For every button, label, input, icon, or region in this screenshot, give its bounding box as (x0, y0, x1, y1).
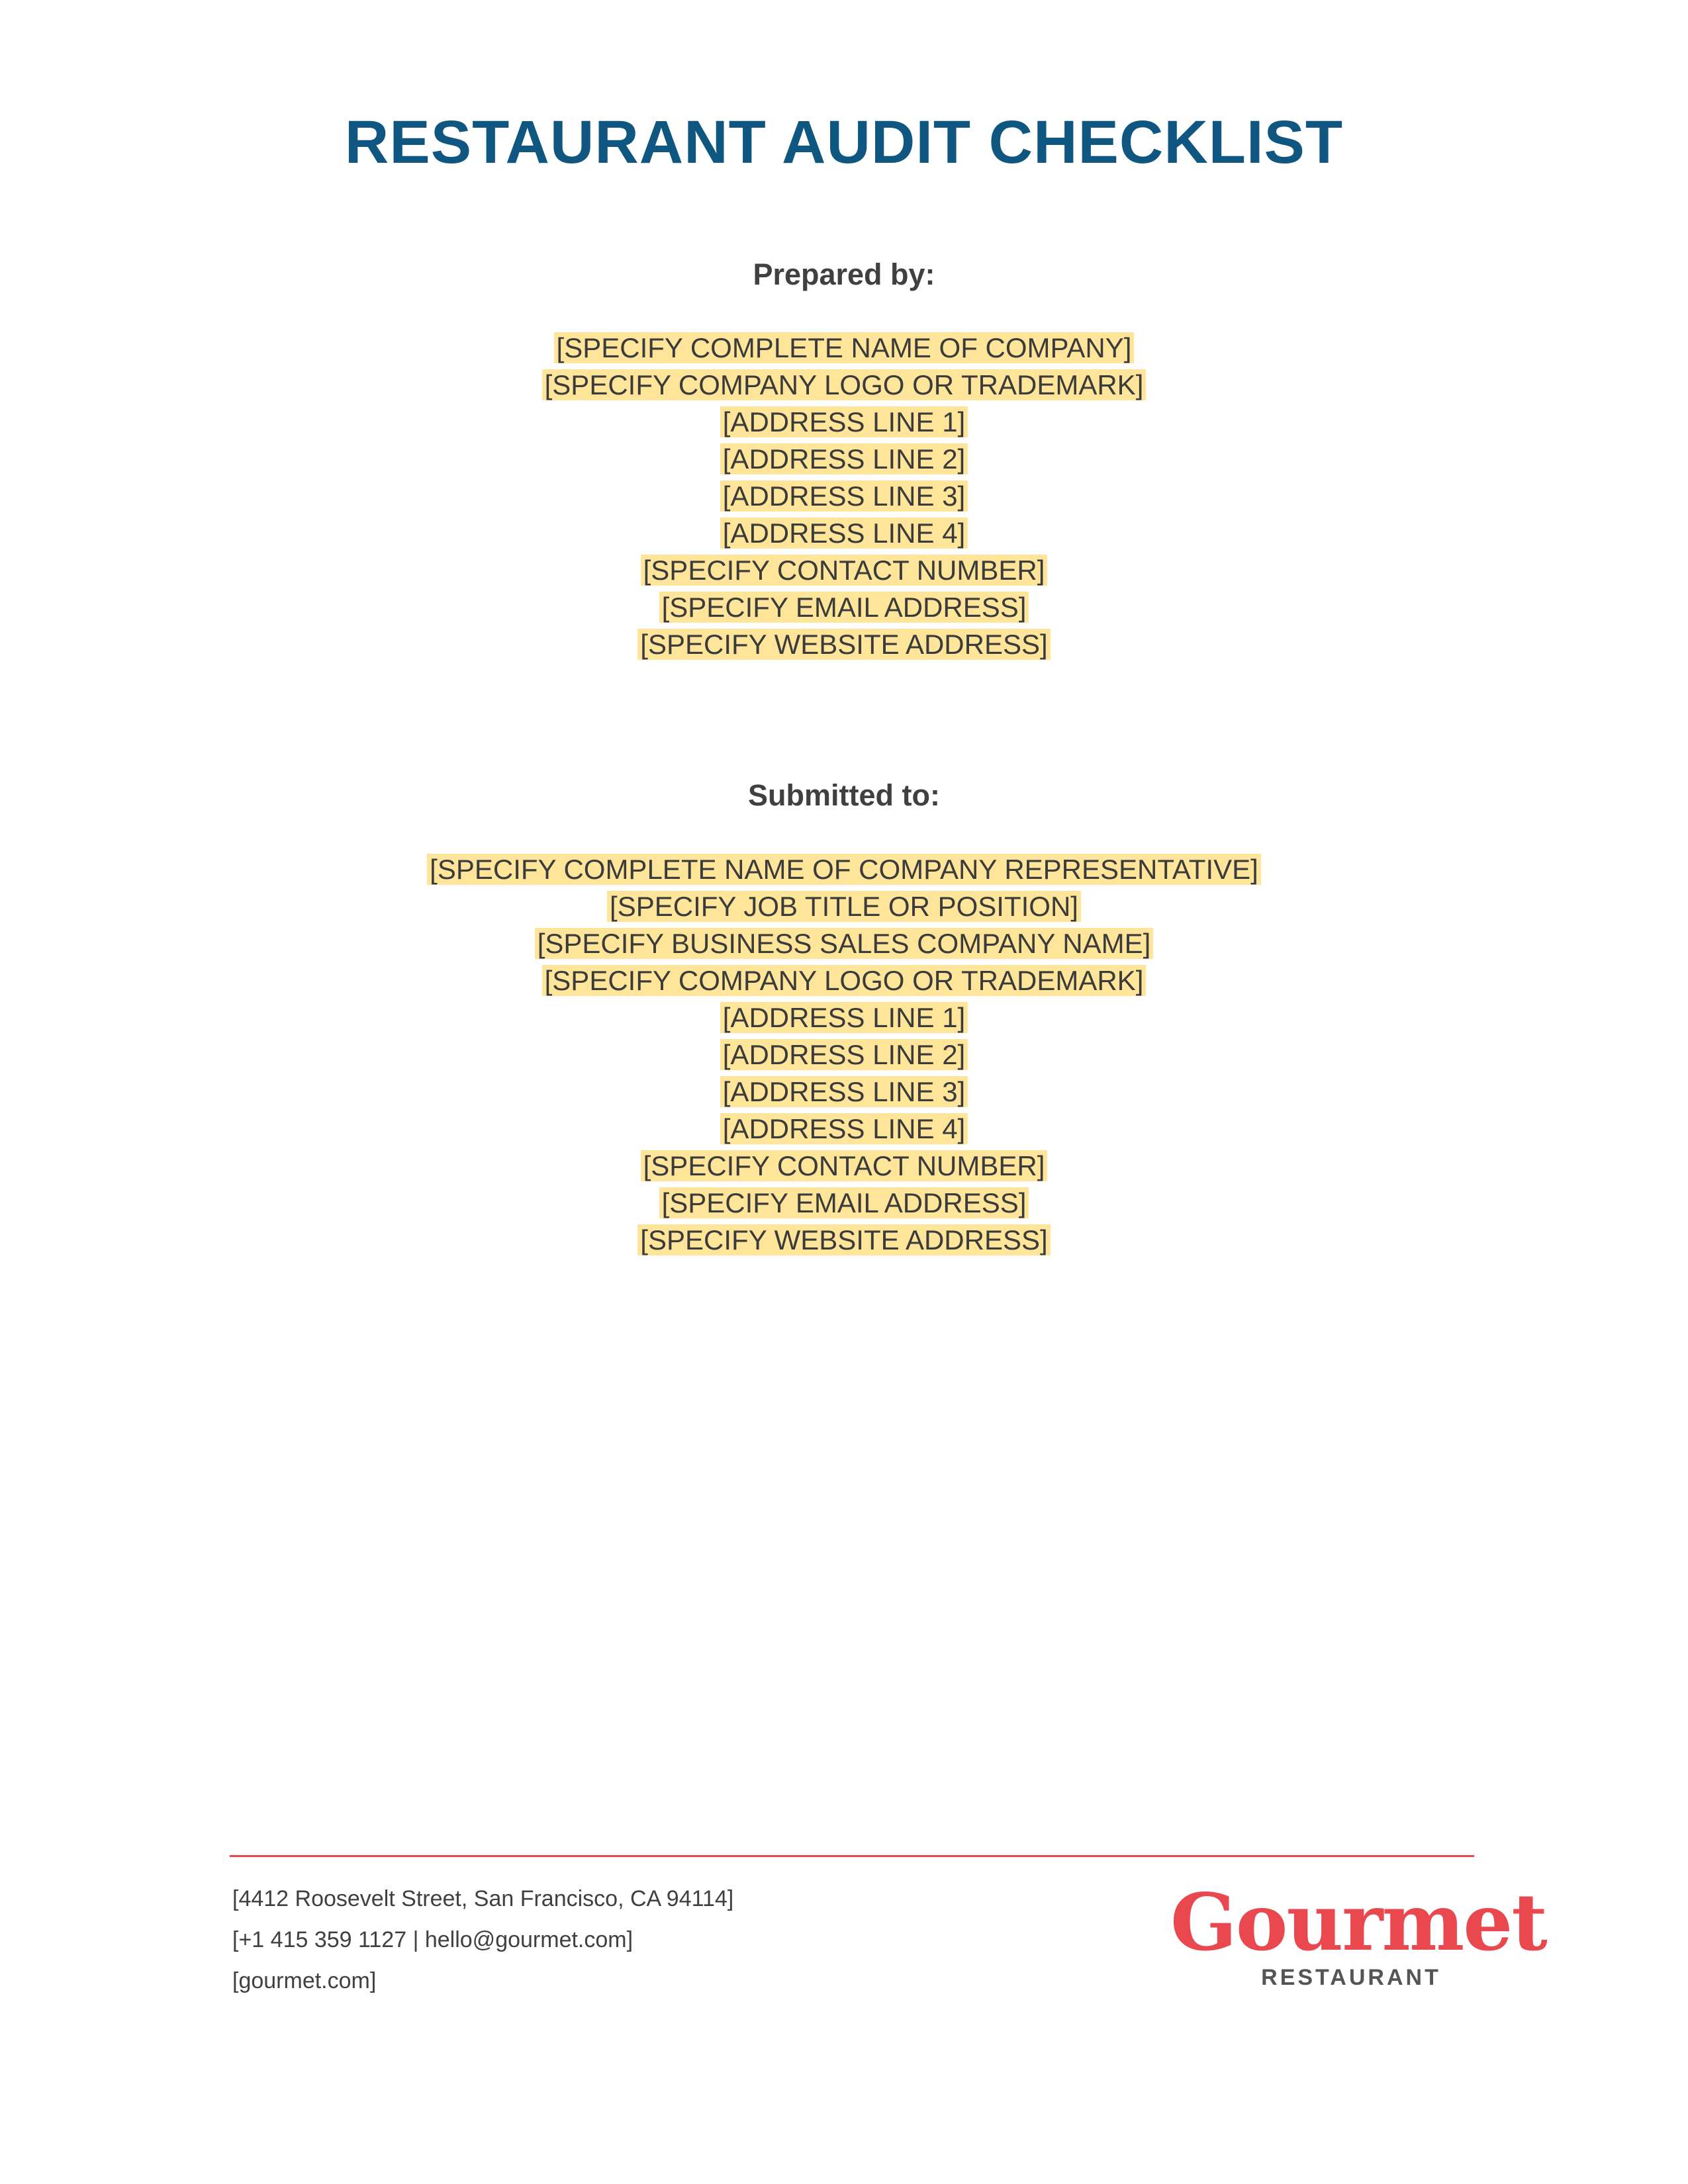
prepared-by-company-name: [SPECIFY COMPLETE NAME OF COMPANY] (0, 330, 1688, 367)
submitted-to-heading: Submitted to: (748, 778, 940, 812)
submitted-to-address-line-1: [ADDRESS LINE 1] (0, 999, 1688, 1036)
submitted-to-address-line-2: [ADDRESS LINE 2] (0, 1036, 1688, 1073)
submitted-to-address-line-4: [ADDRESS LINE 4] (0, 1111, 1688, 1148)
footer-phone-email: [+1 415 359 1127 | hello@gourmet.com] (232, 1927, 633, 1952)
prepared-by-address-line-1: [ADDRESS LINE 1] (0, 404, 1688, 441)
submitted-to-website: [SPECIFY WEBSITE ADDRESS] (0, 1222, 1688, 1259)
footer-address: [4412 Roosevelt Street, San Francisco, CA 94114] (232, 1886, 734, 1911)
submitted-to-job-title: [SPECIFY JOB TITLE OR POSITION] (0, 888, 1688, 925)
logo-subtitle: RESTAURANT (1261, 1965, 1441, 1990)
submitted-to-contact-number: [SPECIFY CONTACT NUMBER] (0, 1148, 1688, 1185)
prepared-by-address-line-2: [ADDRESS LINE 2] (0, 441, 1688, 478)
prepared-by-website: [SPECIFY WEBSITE ADDRESS] (0, 626, 1688, 663)
prepared-by-company-logo: [SPECIFY COMPANY LOGO OR TRADEMARK] (0, 367, 1688, 404)
footer-contact-info (232, 1878, 1027, 2001)
prepared-by-email: [SPECIFY EMAIL ADDRESS] (0, 589, 1688, 626)
submitted-to-representative-name: [SPECIFY COMPLETE NAME OF COMPANY REPRESENTATIVE] (0, 851, 1688, 888)
submitted-to-company-name: [SPECIFY BUSINESS SALES COMPANY NAME] (0, 925, 1688, 962)
page-title: RESTAURANT AUDIT CHECKLIST (344, 109, 1344, 176)
prepared-by-contact-number: [SPECIFY CONTACT NUMBER] (0, 552, 1688, 589)
prepared-by-address-line-4: [ADDRESS LINE 4] (0, 515, 1688, 552)
prepared-by-block (0, 330, 1688, 663)
footer-website: [gourmet.com] (232, 1968, 377, 1993)
prepared-by-address-line-3: [ADDRESS LINE 3] (0, 478, 1688, 515)
footer-divider (230, 1855, 1474, 1857)
submitted-to-email: [SPECIFY EMAIL ADDRESS] (0, 1185, 1688, 1222)
submitted-to-address-line-3: [ADDRESS LINE 3] (0, 1073, 1688, 1111)
logo-wordmark: Gourmet (1170, 1876, 1546, 1968)
gourmet-restaurant-logo (1165, 1876, 1546, 1999)
submitted-to-block (0, 851, 1688, 1259)
submitted-to-company-logo: [SPECIFY COMPANY LOGO OR TRADEMARK] (0, 962, 1688, 999)
prepared-by-heading: Prepared by: (753, 257, 935, 291)
